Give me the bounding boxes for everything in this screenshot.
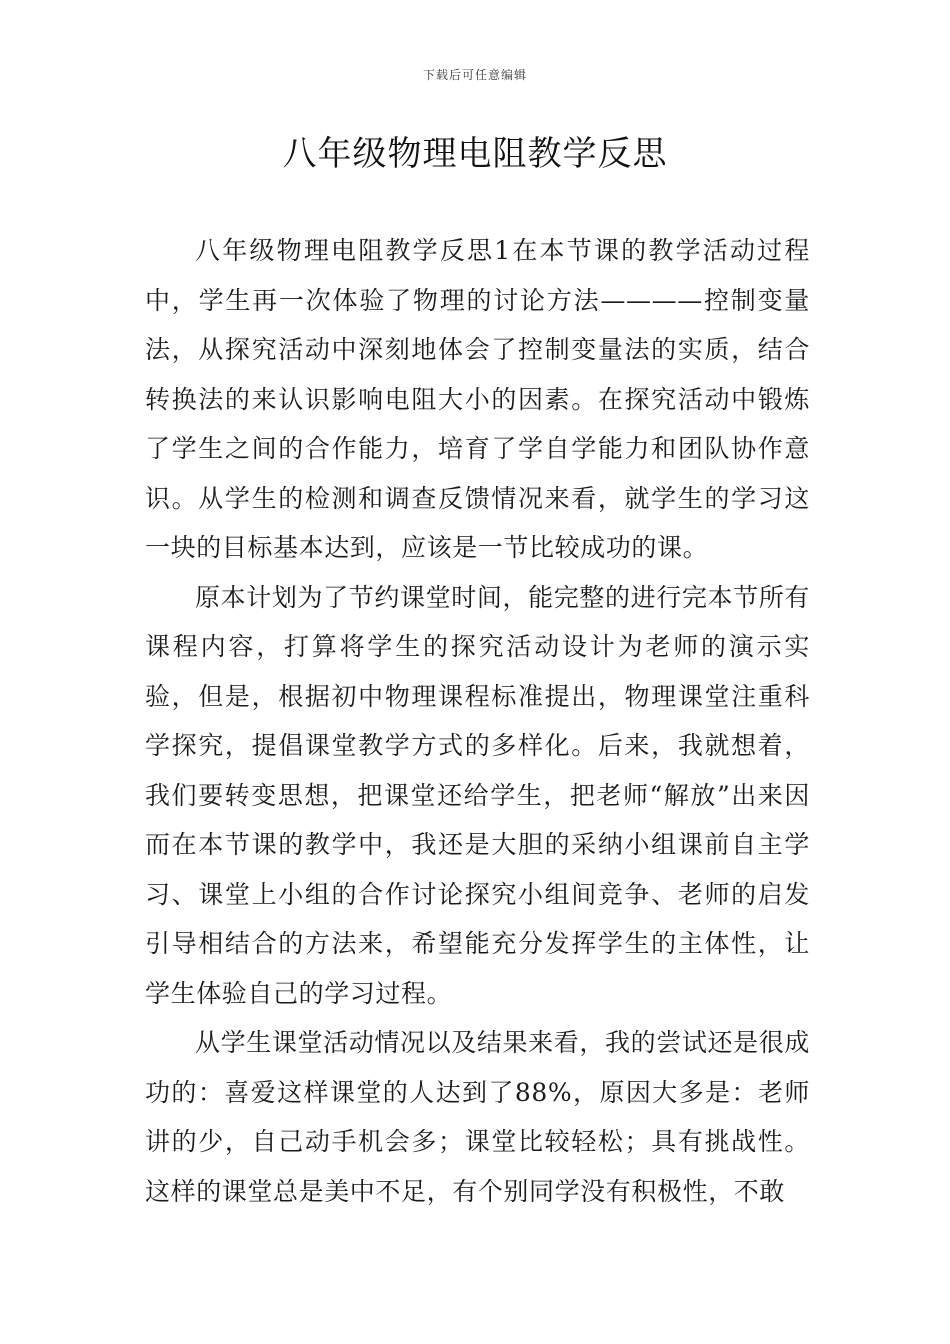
document-title: 八年级物理电阻教学反思 (282, 134, 668, 174)
paragraph-2: 原本计划为了节约课堂时间，能完整的进行完本节所有课程内容，打算将学生的探究活动设计为老师的演示实验，但是，根据初中物理课程标准提出，物理课堂注重科学探究，提倡课堂教学方式的多样化。后来，我就想着，我们要转变思想，把课堂还给学生，把老师“解放”出来因而在本节课的教学中，我还是大胆的采纳小组课前自主学习、课堂上小组的合作讨论探究小组间竞争、老师的启发引导相结合的方法来，希望能充分发挥学生的主体性，让学生体验自己的学习过程。 (145, 582, 810, 1008)
paragraph-1: 八年级物理电阻教学反思1在本节课的教学活动过程中，学生再一次体验了物理的讨论方法————控制变量法，从探究活动中深刻地体会了控制变量法的实质，结合转换法的来认识影响电阻大小的因素。在探究活动中锻炼了学生之间的合作能力，培育了学自学能力和团队协作意识。从学生的检测和调查反馈情况来看，就学生的学习这一块的目标基本达到，应该是一节比较成功的课。 (145, 236, 810, 562)
paragraph-3: 从学生课堂活动情况以及结果来看，我的尝试还是很成功的：喜爱这样课堂的人达到了88%，原因大多是：老师讲的少，自己动手机会多；课堂比较轻松；具有挑战性。这样的课堂总是美中不足，有个别同学没有积极性，不敢 (145, 1028, 810, 1206)
header-note: 下载后可任意编辑 (422, 68, 527, 82)
document-body (145, 226, 810, 1216)
